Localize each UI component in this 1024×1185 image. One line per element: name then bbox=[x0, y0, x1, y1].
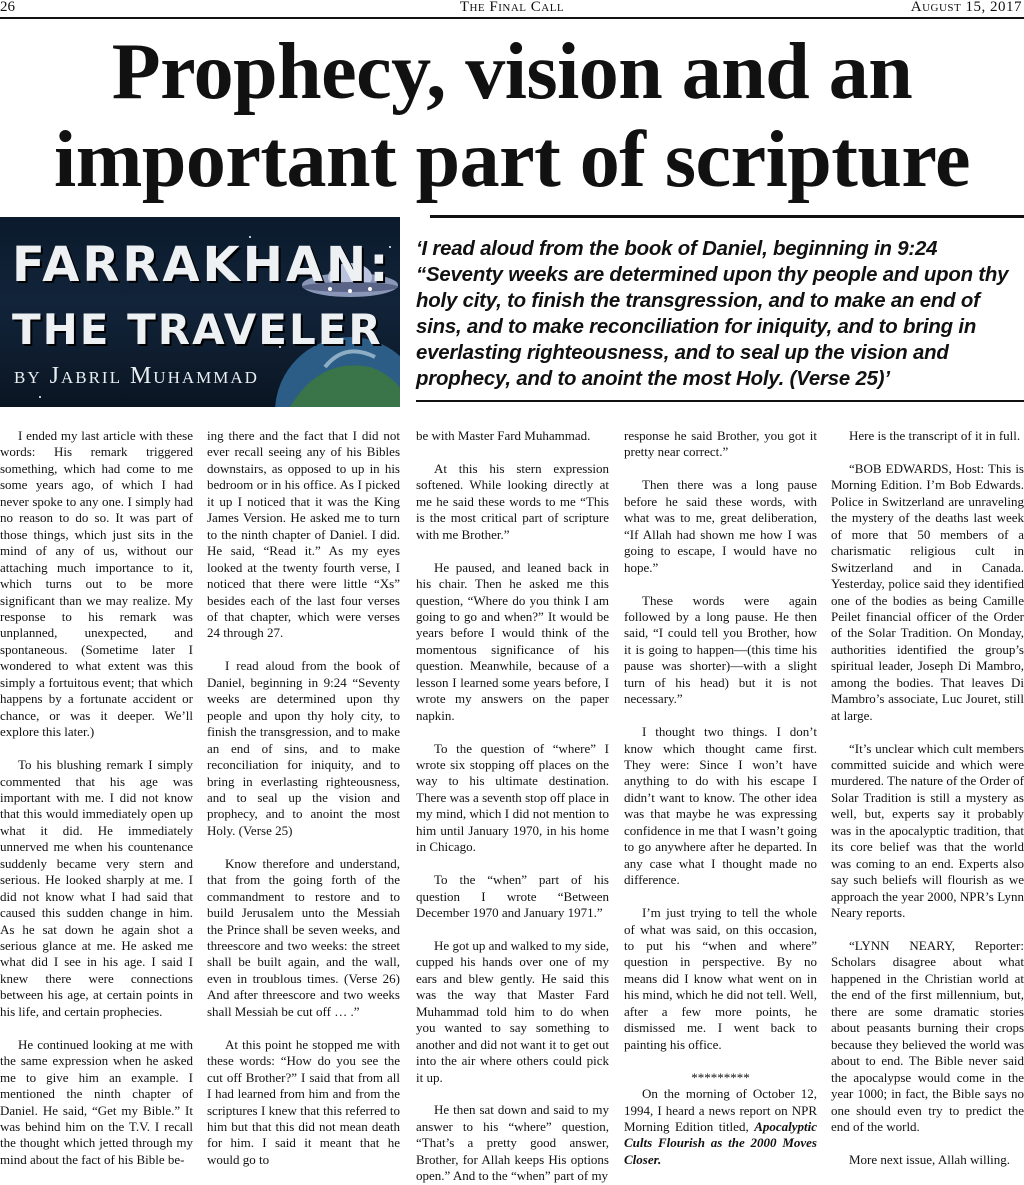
pullquote: ‘I read aloud from the book of Daniel, beginning in 9:24 “Seventy weeks are determined upon thy people and upon thy holy city, to finish the transgression, and to make an end of sins, and to make reconciliation for iniquity, and to bring in everlasting righteousness, and to seal up the vision and prophecy, and to anoint the most Holy. (Verse 25)’ bbox=[416, 238, 1009, 390]
publication-name: The Final Call bbox=[459, 0, 565, 15]
headline-line-1: Prophecy, vision and an bbox=[111, 28, 913, 116]
paragraph-continued: be with Master Fard Muhammad. bbox=[416, 428, 591, 443]
section-divider: ********* bbox=[691, 1069, 750, 1085]
paragraph: These words were again followed by a long pause. He then said, “I could tell you Brother, how it is going to happen—(this time his pause was shorter)—with a slight turn of his head) but it is not necessary.” bbox=[624, 592, 817, 707]
paragraph: He then sat down and said to my answer to his “where” question, “That’s a pretty good answer, Brother, for Allah keeps His options open.” And to the “when” part of my bbox=[416, 1102, 609, 1184]
paragraph: “BOB EDWARDS, Host: This is Morning Edition. I’m Bob Edwards. Police in Switzerland are unraveling the mystery of the deaths last week of more that 50 members of a charismatic religious cult in Switzerland and in Canada. Yesterday, police said they identified one of the bodies as being Camille Peilet financial officer of the Order of the Solar Tradition. On Monday, authorities identified the group’s spiritual leader, Joseph Di Mambro, among the bodies. That leaves Di Mambro’s associate, Luc Jouret, still at large. bbox=[831, 460, 1024, 723]
paragraph-text: On the morning of October 12, 1994, I heard a news report on NPR Morning Edition titled, bbox=[624, 1086, 817, 1134]
paragraph: Then there was a long pause before he said these words, with what was to me, great deliberation, “If Allah had shown me how I was going to escape, I would have no hope.” bbox=[624, 477, 817, 575]
page-number: 26 bbox=[0, 0, 15, 15]
headline-line-2: important part of scripture bbox=[54, 116, 970, 204]
page-header bbox=[0, 0, 1024, 19]
text-column-2 bbox=[207, 428, 400, 1168]
paragraph: I read aloud from the book of Daniel, beginning in 9:24 “Seventy weeks are determined upon thy people and upon thy holy city, to finish the transgression, and to make an end of sins, and to make reconciliation for iniquity, and to bring in everlasting righteousness, and to seal up the vision and prophecy, and to anoint the most Holy. (Verse 25) bbox=[207, 658, 400, 838]
logo-title-line-1: FARRAKHAN: bbox=[12, 237, 392, 293]
paragraph: I ended my last article with these words: His remark triggered something, which had come to me some years ago, of which I had never spoke to any one. I simply had no reason to do so. It was part of those things, which just sits in the mind of any of us, without our attaching much importance to it, which turns out to be more significant than we may realize. My response to his remark was unplanned, unexpected, and spontaneous. (Sometime later I wondered to what extent was this simply a fortuitous event; that which happens by a fortunate accident or chance, or was it deeper. We’ll explore this later.) bbox=[0, 428, 193, 740]
logo-byline: by Jabril Muhammad bbox=[14, 363, 259, 389]
article-headline bbox=[0, 28, 1024, 204]
paragraph: Know therefore and understand, that from the going forth of the commandment to restore and to build Jerusalem unto the Messiah the Prince shall be seven weeks, and threescore and two weeks: the street shall be built again, and the wall, even in troublous times. (Verse 26) And after threescore and two weeks shall Messiah be cut off … .” bbox=[207, 855, 400, 1019]
paragraph: “LYNN NEARY, Reporter: Scholars disagree about what happened in the Christian world at the end of the first millennium, but, there are some dramatic stories about peasants burning their crops because they believed the world was about to end. The Bible never said the apocalypse would come in the year 1000; in fact, the Bible says no one should even try to predict the end of the world. bbox=[831, 938, 1024, 1134]
paragraph: He got up and walked to my side, cupped his hands over one of my ears and blew gently. He said this was the way that Master Fard Muhammad told him to do when you wanted to say something to another and did not want it to get out into the air where others could pick it up. bbox=[416, 937, 609, 1085]
paragraph: To the “when” part of his question I wrote “Between December 1970 and January 1971.” bbox=[416, 872, 609, 921]
logo-title-line-2: THE TRAVELER bbox=[12, 305, 383, 354]
paragraph: “It’s unclear which cult members committed suicide and which were murdered. The nature of the Order of Solar Tradition is still a mystery as well, but, experts say it probably was in the apocalyptic tradition, that its core belief was that the world was coming to an end. Experts also say such beliefs will flourish as we approach the year 2000, NPR’s Lynn Neary reports. bbox=[831, 740, 1024, 921]
paragraph: He continued looking at me with the same expression when he asked me to give him an example. I mentioned the ninth chapter of Daniel. He said, “Get my Bible.” It was behind him on the T.V. I recall the thought which jetted through my mind about the fact of his Bible be- bbox=[0, 1036, 193, 1167]
text-column-1 bbox=[0, 428, 193, 1168]
text-column-3 bbox=[416, 428, 609, 1185]
paragraph: Here is the transcript of it in full. bbox=[849, 428, 1021, 443]
paragraph: I thought two things. I don’t know which thought came first. They were: Since I won’t have anything to do with his escape I didn’t want to know. The other idea was that maybe he was expressing confidence in me that I wasn’t going to go anywhere after he departed. In any case what I thought made no difference. bbox=[624, 724, 817, 888]
paragraph: More next issue, Allah willing. bbox=[849, 1151, 1011, 1167]
pullquote-bottom-rule bbox=[416, 400, 1024, 402]
paragraph: He paused, and leaned back in his chair. Then he asked me this question, “Where do you think I am going to go and when?” It would be years before I would think of the momentous significance of his question. Meanwhile, because of a lesson I learned some years before, I wrote my answers on the paper napkin. bbox=[416, 559, 609, 723]
paragraph: To the question of “where” I wrote six stopping off places on the way to his ultimate destination. There was a seventh stop off place in my mind, which I did not mention to him until January 1970, in his home in Chicago. bbox=[416, 740, 609, 855]
paragraph-continued: ing there and the fact that I did not ever recall seeing any of his Bibles downstairs, as opposed to up in his bedroom or in his office. As I picked it up I noticed that it was the King James Version. He asked me to turn to the ninth chapter of Daniel. I did. He said, “Read it.” As my eyes looked at the twenty fourth verse, I noticed that there were little “Xs” besides each of the last four verses of that chapter, which were verses 24 through 27. bbox=[207, 428, 400, 641]
issue-date: August 15, 2017 bbox=[910, 0, 1022, 15]
report-title: Apocalyptic Cults Flourish as the 2000 Moves Closer. bbox=[624, 1118, 818, 1167]
paragraph bbox=[624, 1086, 817, 1168]
text-column-5 bbox=[831, 428, 1024, 1168]
paragraph-continued: response he said Brother, you got it pretty near correct.” bbox=[624, 428, 817, 460]
paragraph: To his blushing remark I simply commented that his age was important with me. I did not know that this would immediately open up what it did. He immediately unnerved me when his countenance suddenly became very stern and serious. He looked sharply at me. I did not know what I had said that caused this sudden change in him. As he sat down he again shot a serious glance at me. He asked me what did I see in his age. I said I knew there were connections between his age, at certain points in his life, and certain prophecies. bbox=[0, 757, 193, 1019]
text-column-4 bbox=[624, 428, 817, 1168]
paragraph: I’m just trying to tell the whole of what was said, on this occasion, to put his “when and where” question in perspective. By no means did I know what went on in his mind, which he did not tell. Well, after a few more points, he dismissed me. I went back to painting his office. bbox=[624, 905, 817, 1052]
column-logo bbox=[0, 217, 400, 407]
pullquote-top-rule bbox=[430, 215, 1024, 218]
paragraph: At this point he stopped me with these words: “How do you see the cut off Brother?” I said that from all I had learned from him and from the scriptures I knew that this referred to him but that this did not mean death for him. I said it meant that he would go to bbox=[207, 1036, 400, 1167]
paragraph: At this his stern expression softened. While looking directly at me he said these words to me “This is the most critical part of scripture with me Brother.” bbox=[416, 460, 609, 542]
